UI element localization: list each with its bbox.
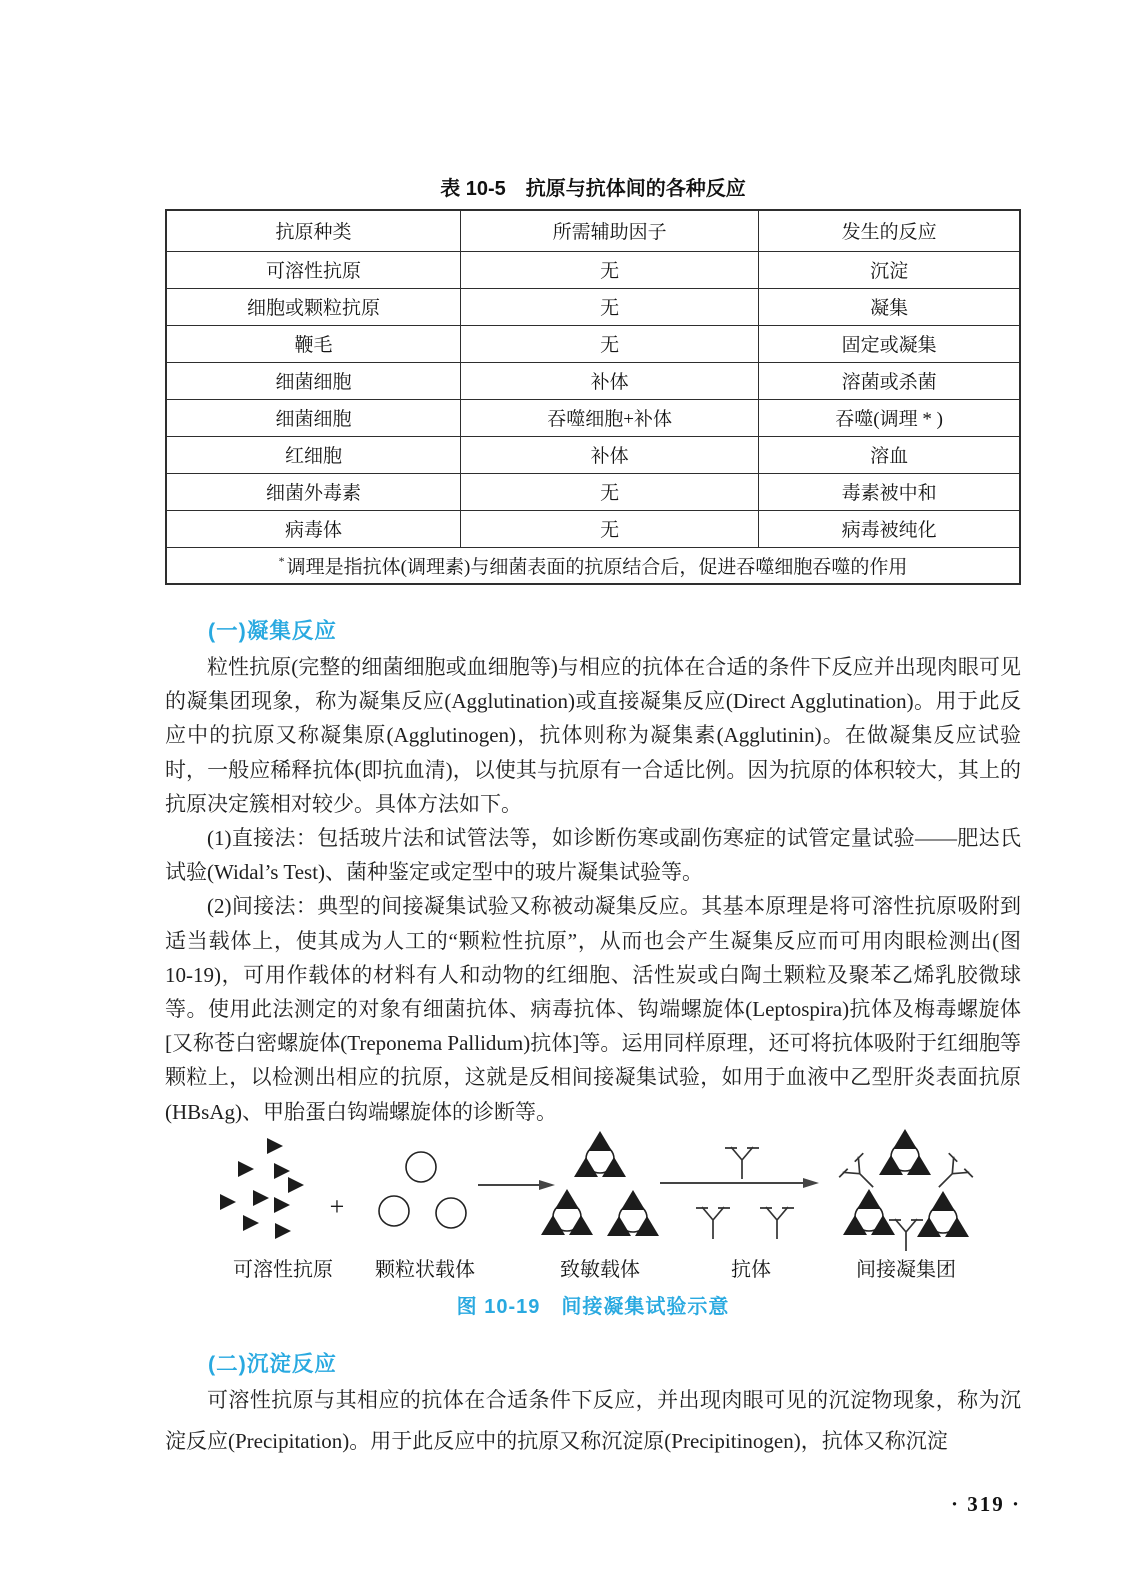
table-cell: 吞噬细胞+补体 [461, 399, 759, 436]
page-number: · 319 · [950, 1492, 1021, 1516]
figure-caption: 图 10-19 间接凝集试验示意 [456, 1296, 730, 1318]
table-cell: 细菌外毒素 [166, 473, 461, 510]
arrow-icon [478, 1180, 555, 1190]
table-footnote [166, 547, 1020, 584]
sensitized-carrier-glyph [541, 1131, 659, 1236]
figure-indirect-agglutination [165, 1125, 1021, 1325]
col-header-cofactor: 所需辅助因子 [461, 210, 759, 251]
table-cell: 无 [461, 325, 759, 362]
paragraph: 可溶性抗原与其相应的抗体在合适条件下反应，并出现肉眼可见的沉淀物现象，称为沉淀反应(Precipitation)。用于此反应中的抗原又称沉淀原(Precipitinogen)，抗体又称沉淀 [165, 1388, 1021, 1453]
plus-sign: + [329, 1192, 345, 1221]
antigen-antibody-reactions-table [165, 209, 1021, 585]
section-body-agglutination [165, 650, 1021, 1129]
section-heading-precipitation: (二)沉淀反应 [208, 1352, 337, 1376]
carrier-circles-glyph [379, 1152, 466, 1228]
table-cell: 沉淀 [759, 251, 1020, 288]
agglutination-cluster-glyph [838, 1129, 973, 1251]
section-body-precipitation [165, 1380, 1021, 1462]
table-row [166, 288, 1020, 325]
table-cell: 可溶性抗原 [166, 251, 461, 288]
table-cell: 溶菌或杀菌 [759, 362, 1020, 399]
table-cell: 无 [461, 510, 759, 547]
table-cell: 毒素被中和 [759, 473, 1020, 510]
table-row [166, 362, 1020, 399]
table-cell: 凝集 [759, 288, 1020, 325]
figure-label-antibody: 抗体 [731, 1259, 771, 1281]
table-row [166, 436, 1020, 473]
table-cell: 无 [461, 288, 759, 325]
table-footnote-row [166, 547, 1020, 584]
figure-label-indirect-agglutinate: 间接凝集团 [856, 1259, 956, 1281]
table-cell: 细菌细胞 [166, 399, 461, 436]
arrow-icon [660, 1178, 819, 1188]
paragraph: 粒性抗原(完整的细菌细胞或血细胞等)与相应的抗体在合适的条件下反应并出现肉眼可见的凝集团现象，称为凝集反应(Agglutination)或直接凝集反应(Direct Agglutination)。用于此反应中的抗原又称凝集原(Agglutinogen)，抗体则称为凝集素(Agglutinin)。在做凝集反应试验时，一般应稀释抗体(即抗血清)，以使其与抗原有一合适比例。因为抗原的体积较大，其上的抗原决定簇相对较少。具体方法如下。 [165, 655, 1021, 816]
section-heading-agglutination: (一)凝集反应 [208, 619, 337, 643]
table-cell: 病毒被纯化 [759, 510, 1020, 547]
figure-label-sensitized-carrier: 致敏载体 [560, 1259, 640, 1281]
table-cell: 溶血 [759, 436, 1020, 473]
col-header-antigen-type: 抗原种类 [166, 210, 461, 251]
antibody-glyph [696, 1147, 794, 1239]
table-cell: 补体 [461, 436, 759, 473]
paragraph: (2)间接法：典型的间接凝集试验又称被动凝集反应。其基本原理是将可溶性抗原吸附到适当载体上，使其成为人工的“颗粒性抗原”，从而也会产生凝集反应而可用肉眼检测出(图 10-19)，可用作载体的材料有人和动物的红细胞、活性炭或白陶土颗粒及聚苯乙烯乳胶微球等。使用此法测定的对象有细菌抗体、病毒抗体、钩端螺旋体(Leptospira)抗体及梅毒螺旋体[又称苍白密螺旋体(Treponema Pallidum)抗体]等。运用同样原理，还可将抗体吸附于红细胞等颗粒上，以检测出相应的抗原，这就是反相间接凝集试验，如用于血液中乙型肝炎表面抗原(HBsAg)、甲胎蛋白钩端螺旋体的诊断等。 [165, 894, 1021, 1124]
table-cell: 无 [461, 251, 759, 288]
table-row [166, 510, 1020, 547]
col-header-reaction: 发生的反应 [759, 210, 1020, 251]
soluble-antigen-glyph [220, 1138, 304, 1239]
table-row [166, 251, 1020, 288]
table-cell: 细菌细胞 [166, 362, 461, 399]
footnote-text: 调理是指抗体(调理素)与细菌表面的抗原结合后，促进吞噬细胞吞噬的作用 [286, 556, 908, 578]
figure-diagram [165, 1125, 1021, 1251]
table-cell: 补体 [461, 362, 759, 399]
table-cell: 细胞或颗粒抗原 [166, 288, 461, 325]
page-content [165, 0, 1021, 1570]
table-row [166, 473, 1020, 510]
paragraph: (1)直接法：包括玻片法和试管法等，如诊断伤寒或副伤寒症的试管定量试验——肥达氏试验(Widal’s Test)、菌种鉴定或定型中的玻片凝集试验等。 [165, 826, 1021, 885]
table-cell: 固定或凝集 [759, 325, 1020, 362]
table-cell: 无 [461, 473, 759, 510]
table-cell: 红细胞 [166, 436, 461, 473]
table-row [166, 399, 1020, 436]
table-header-row [166, 210, 1020, 251]
table-row [166, 325, 1020, 362]
figure-label-soluble-antigen: 可溶性抗原 [233, 1259, 333, 1281]
table-cell: 鞭毛 [166, 325, 461, 362]
figure-label-particulate-carrier: 颗粒状载体 [375, 1259, 475, 1281]
table-cell: 吞噬(调理 * ) [759, 399, 1020, 436]
table-title: 表 10-5 抗原与抗体间的各种反应 [440, 178, 746, 200]
table-cell: 病毒体 [166, 510, 461, 547]
footnote-marker: * [278, 554, 285, 569]
